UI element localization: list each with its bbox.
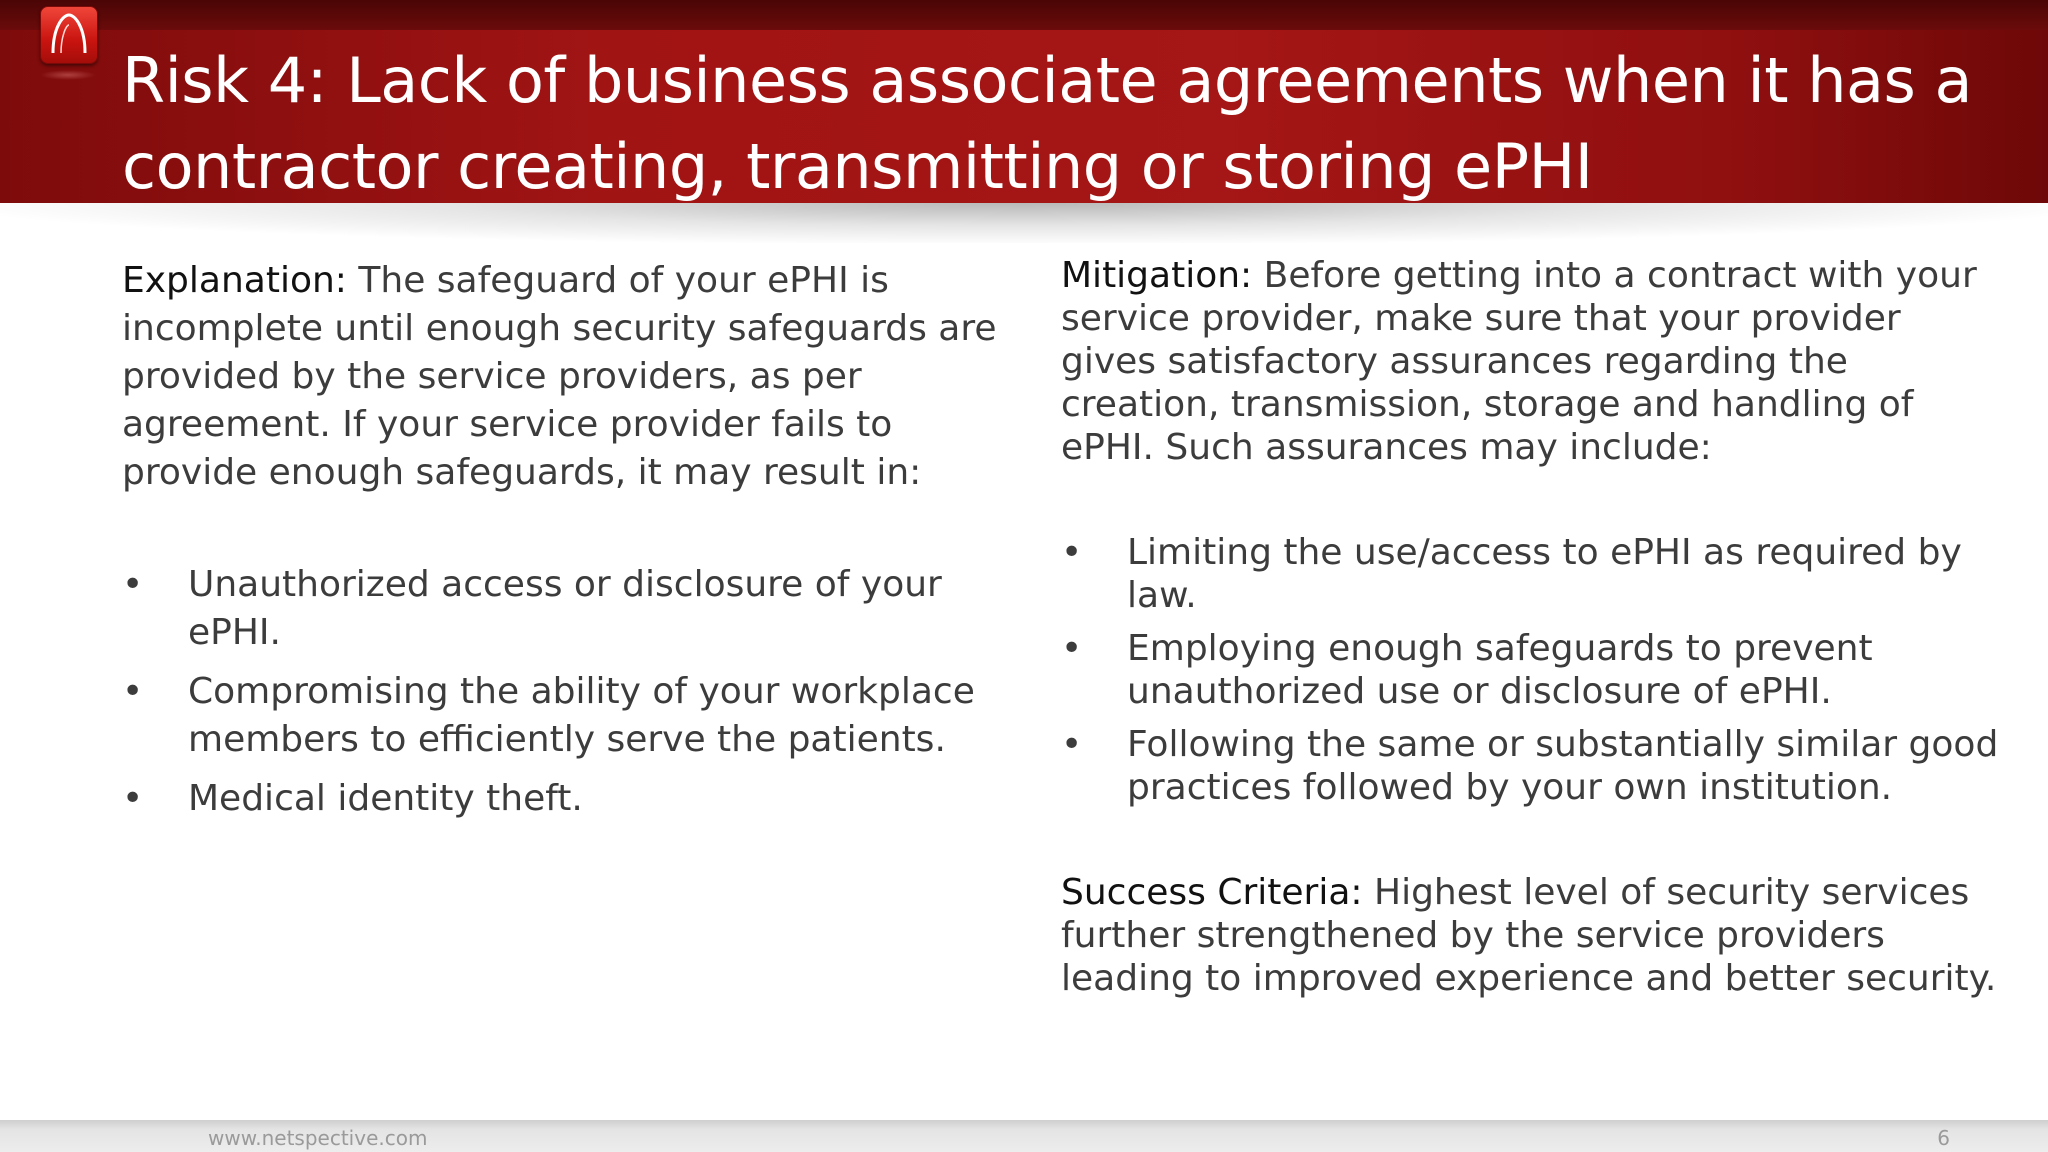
- bullet-icon: •: [122, 564, 144, 605]
- list-item: [122, 668, 1002, 764]
- bullet-icon: •: [1061, 628, 1083, 669]
- list-item-text: Unauthorized access or disclosure of your ePHI.: [188, 564, 942, 653]
- logo-arch-icon: [41, 7, 97, 63]
- list-item-text: Following the same or substantially similar good practices followed by your own institution.: [1127, 724, 1999, 808]
- explanation-text: The safeguard of your ePHI is incomplete until enough security safeguards are provided by the service providers, as per agreement. If your service provider fails to provide enough safeguards, it may result in:: [122, 260, 997, 493]
- explanation-paragraph: [122, 257, 1002, 497]
- bullet-icon: •: [1061, 724, 1083, 765]
- bullet-icon: •: [122, 671, 144, 712]
- slide-title: Risk 4: Lack of business associate agreements when it has a contractor creating, transmitting or storing ePHI: [122, 44, 1972, 203]
- mitigation-label: Mitigation:: [1061, 255, 1253, 296]
- explanation-label: Explanation:: [122, 260, 347, 301]
- list-item-text: Compromising the ability of your workplace members to efficiently serve the patients.: [188, 671, 975, 760]
- mitigation-paragraph: [1061, 254, 2001, 469]
- success-criteria-label: Success Criteria:: [1061, 872, 1363, 913]
- top-strip: [0, 0, 2048, 30]
- success-criteria-paragraph: [1061, 871, 2001, 1000]
- list-item: [122, 561, 1002, 657]
- list-item: [122, 775, 1002, 823]
- logo-reflection: [40, 70, 96, 80]
- footer-url: www.netspective.com: [208, 1126, 428, 1150]
- page-number: 6: [1937, 1126, 1950, 1150]
- list-item: [1061, 723, 2001, 809]
- logo-icon: [40, 6, 98, 64]
- explanation-bullet-list: [122, 561, 1002, 823]
- list-item-text: Employing enough safeguards to prevent unauthorized use or disclosure of ePHI.: [1127, 628, 1873, 712]
- mitigation-text: Before getting into a contract with your service provider, make sure that your provider gives satisfactory assurances regarding the creation, transmission, storage and handling of ePHI. Such assurances may include:: [1061, 255, 1977, 468]
- success-criteria-text: Highest level of security services further strengthened by the service providers leading to improved experience and better security.: [1061, 872, 1997, 999]
- bullet-icon: •: [1061, 532, 1083, 573]
- list-item: [1061, 627, 2001, 713]
- list-item-text: Medical identity theft.: [188, 778, 583, 819]
- list-item-text: Limiting the use/access to ePHI as required by law.: [1127, 532, 1962, 616]
- explanation-column: [122, 257, 1002, 834]
- mitigation-bullet-list: [1061, 531, 2001, 809]
- mitigation-column: [1061, 254, 2001, 1000]
- list-item: [1061, 531, 2001, 617]
- bullet-icon: •: [122, 778, 144, 819]
